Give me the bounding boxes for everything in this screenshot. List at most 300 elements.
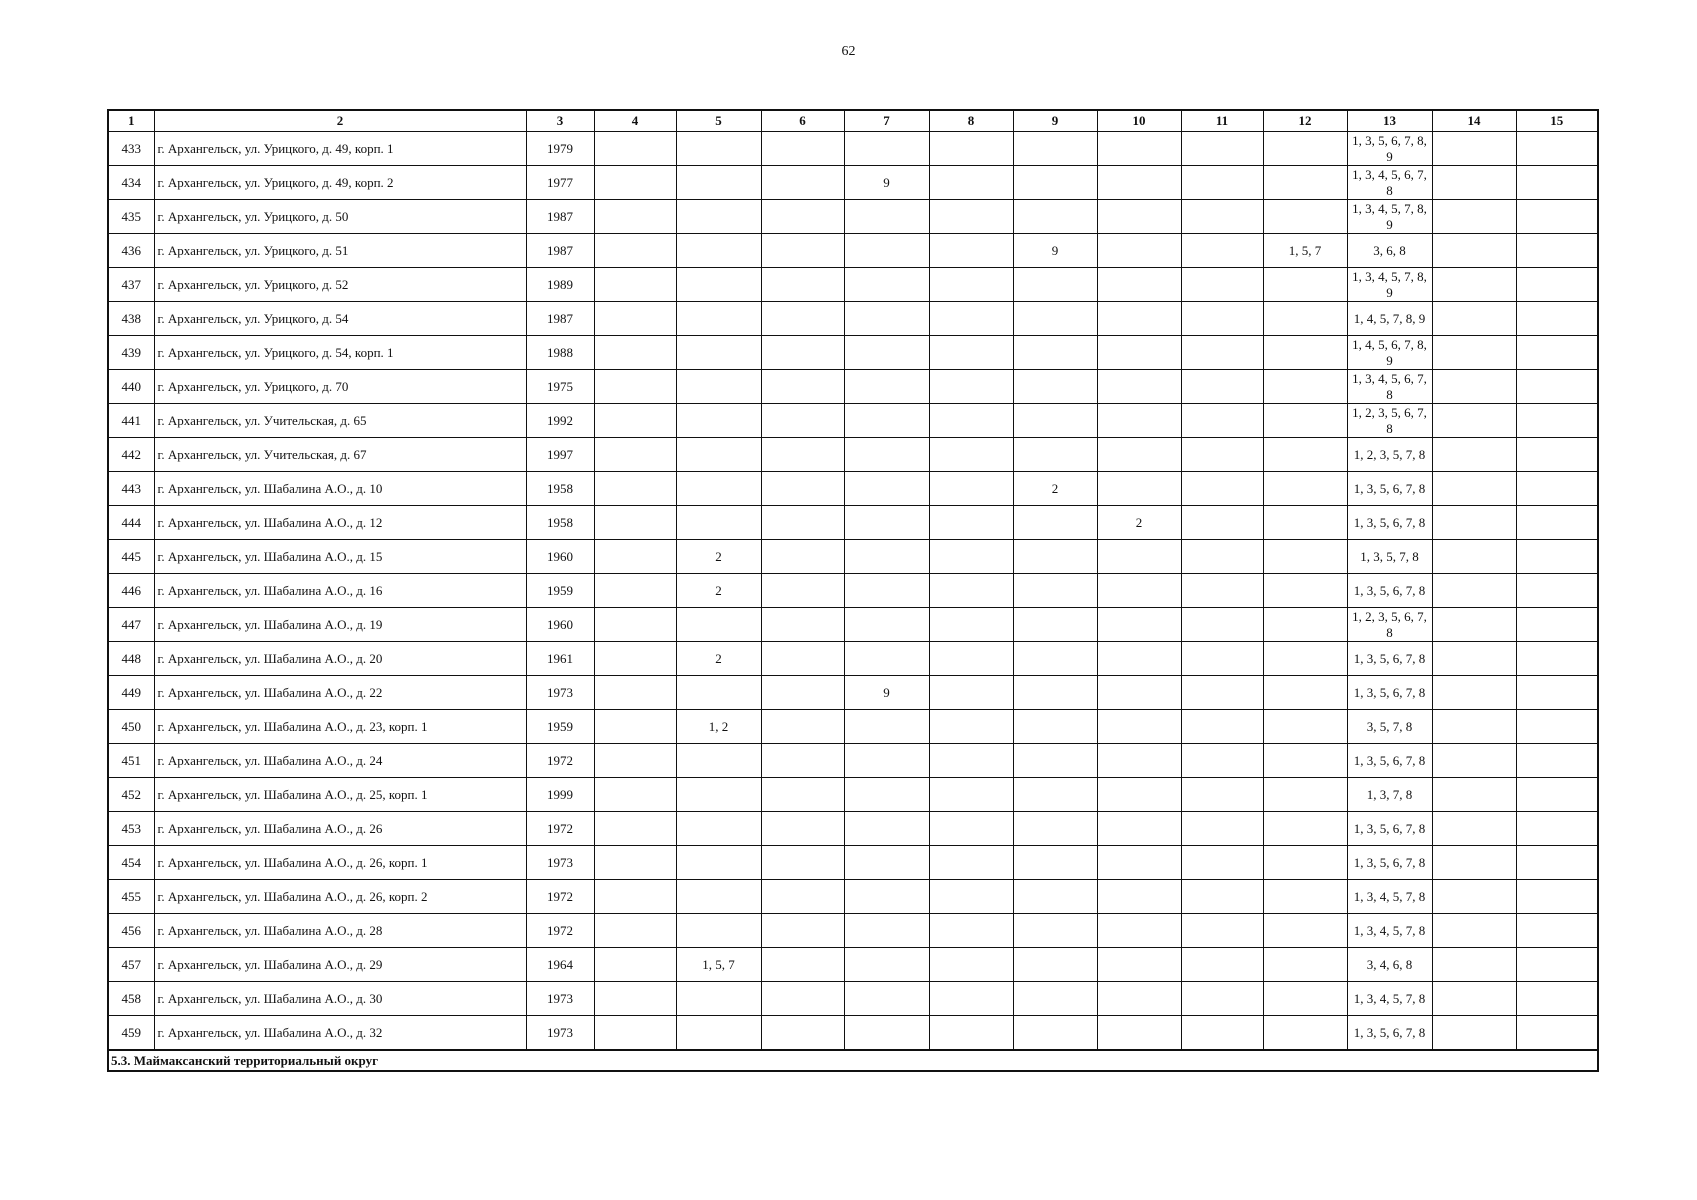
year-cell: 1960: [526, 540, 594, 574]
table-cell: [676, 438, 761, 472]
table-cell: [676, 914, 761, 948]
column-header: 7: [844, 110, 929, 132]
table-cell: [1181, 642, 1263, 676]
table-cell: [1516, 880, 1598, 914]
table-cell: [1263, 302, 1347, 336]
table-cell: [1263, 744, 1347, 778]
table-cell: [1432, 880, 1516, 914]
address-cell: г. Архангельск, ул. Шабалина А.О., д. 19: [154, 608, 526, 642]
table-cell: [676, 846, 761, 880]
table-cell: [761, 540, 844, 574]
year-cell: 1973: [526, 676, 594, 710]
table-cell: [929, 200, 1013, 234]
table-row: [108, 506, 1598, 540]
table-cell: [1516, 370, 1598, 404]
table-cell: [1181, 302, 1263, 336]
address-cell: г. Архангельск, ул. Шабалина А.О., д. 22: [154, 676, 526, 710]
table-cell: [761, 642, 844, 676]
table-cell: [676, 744, 761, 778]
table-cell: [844, 778, 929, 812]
table-cell: [1516, 302, 1598, 336]
table-cell: [761, 982, 844, 1016]
table-cell: [1181, 166, 1263, 200]
table-cell: [1097, 676, 1181, 710]
table-cell: [676, 506, 761, 540]
table-cell: [1516, 676, 1598, 710]
table-cell: [1181, 778, 1263, 812]
table-cell: [1263, 268, 1347, 302]
table-cell: [594, 506, 676, 540]
table-cell: [1013, 1016, 1097, 1051]
table-cell: 1, 3, 5, 6, 7, 8: [1347, 642, 1432, 676]
table-cell: [1181, 948, 1263, 982]
table-cell: [1263, 1016, 1347, 1051]
row-number-cell: 448: [108, 642, 154, 676]
table-cell: [1263, 778, 1347, 812]
table-cell: [1516, 438, 1598, 472]
table-cell: [1263, 948, 1347, 982]
table-cell: 1, 3, 4, 5, 7, 8, 9: [1347, 268, 1432, 302]
table-cell: [594, 268, 676, 302]
address-cell: г. Архангельск, ул. Урицкого, д. 49, корп. 1: [154, 132, 526, 166]
table-cell: [1013, 574, 1097, 608]
table-cell: 9: [844, 166, 929, 200]
address-cell: г. Архангельск, ул. Учительская, д. 65: [154, 404, 526, 438]
table-cell: 1, 3, 5, 6, 7, 8: [1347, 744, 1432, 778]
table-cell: [1097, 268, 1181, 302]
table-cell: [929, 880, 1013, 914]
table-cell: [1181, 812, 1263, 846]
table-cell: 1, 3, 4, 5, 7, 8: [1347, 982, 1432, 1016]
table-cell: [1181, 880, 1263, 914]
table-cell: [761, 404, 844, 438]
table-cell: [1013, 438, 1097, 472]
table-row: [108, 676, 1598, 710]
table-cell: [1181, 676, 1263, 710]
table-cell: [1516, 336, 1598, 370]
table-cell: [1516, 914, 1598, 948]
table-cell: [929, 914, 1013, 948]
address-cell: г. Архангельск, ул. Шабалина А.О., д. 16: [154, 574, 526, 608]
table-cell: [1263, 370, 1347, 404]
table-cell: [1097, 778, 1181, 812]
table-cell: [844, 438, 929, 472]
table-cell: [1097, 846, 1181, 880]
row-number-cell: 446: [108, 574, 154, 608]
table-cell: [1097, 438, 1181, 472]
table-cell: [594, 370, 676, 404]
table-cell: [676, 472, 761, 506]
table-cell: 2: [1013, 472, 1097, 506]
table-cell: 1, 2, 3, 5, 6, 7, 8: [1347, 404, 1432, 438]
row-number-cell: 453: [108, 812, 154, 846]
table-cell: [929, 506, 1013, 540]
table-cell: [1432, 132, 1516, 166]
table-cell: 1, 3, 5, 6, 7, 8: [1347, 1016, 1432, 1051]
table-cell: [929, 846, 1013, 880]
table-row: [108, 336, 1598, 370]
row-number-cell: 437: [108, 268, 154, 302]
row-number-cell: 444: [108, 506, 154, 540]
table-cell: [1432, 302, 1516, 336]
table-cell: [929, 982, 1013, 1016]
table-cell: [1432, 744, 1516, 778]
year-cell: 1989: [526, 268, 594, 302]
table-cell: [1432, 166, 1516, 200]
table-cell: [1516, 268, 1598, 302]
table-cell: [676, 812, 761, 846]
table-cell: [844, 404, 929, 438]
table-cell: [1181, 982, 1263, 1016]
table-row: [108, 268, 1598, 302]
table-cell: [594, 438, 676, 472]
table-cell: [1516, 710, 1598, 744]
table-row: [108, 778, 1598, 812]
table-cell: [676, 370, 761, 404]
table-cell: [676, 608, 761, 642]
table-cell: [761, 812, 844, 846]
table-row: [108, 982, 1598, 1016]
table-cell: [1097, 234, 1181, 268]
address-cell: г. Архангельск, ул. Шабалина А.О., д. 15: [154, 540, 526, 574]
year-cell: 1997: [526, 438, 594, 472]
table-cell: [761, 778, 844, 812]
table-row: [108, 302, 1598, 336]
table-cell: [1263, 880, 1347, 914]
table-cell: [594, 302, 676, 336]
address-cell: г. Архангельск, ул. Урицкого, д. 49, корп. 2: [154, 166, 526, 200]
table-row: [108, 880, 1598, 914]
address-cell: г. Архангельск, ул. Шабалина А.О., д. 25, корп. 1: [154, 778, 526, 812]
table-cell: [1013, 948, 1097, 982]
table-cell: [1263, 812, 1347, 846]
table-cell: [1097, 914, 1181, 948]
table-cell: [1181, 234, 1263, 268]
table-cell: [844, 268, 929, 302]
row-number-cell: 454: [108, 846, 154, 880]
table-cell: [1181, 608, 1263, 642]
table-cell: [1432, 472, 1516, 506]
table-cell: [844, 710, 929, 744]
table-cell: [594, 574, 676, 608]
table-cell: 1, 3, 5, 6, 7, 8, 9: [1347, 132, 1432, 166]
table-cell: [844, 642, 929, 676]
year-cell: 1987: [526, 302, 594, 336]
table-cell: [676, 336, 761, 370]
table-cell: [1181, 846, 1263, 880]
table-cell: 1, 2, 3, 5, 6, 7, 8: [1347, 608, 1432, 642]
table-cell: [1516, 608, 1598, 642]
year-cell: 1958: [526, 472, 594, 506]
table-cell: [1181, 540, 1263, 574]
table-cell: [1516, 1016, 1598, 1051]
table-cell: [1432, 710, 1516, 744]
row-number-cell: 459: [108, 1016, 154, 1051]
table-cell: [594, 846, 676, 880]
table-cell: [929, 744, 1013, 778]
address-cell: г. Архангельск, ул. Шабалина А.О., д. 26, корп. 1: [154, 846, 526, 880]
table-cell: [594, 1016, 676, 1051]
table-cell: [1516, 540, 1598, 574]
address-cell: г. Архангельск, ул. Шабалина А.О., д. 26: [154, 812, 526, 846]
table-cell: [844, 608, 929, 642]
table-cell: [761, 438, 844, 472]
table-cell: [1432, 506, 1516, 540]
table-cell: [761, 880, 844, 914]
table-cell: [844, 506, 929, 540]
column-header: 1: [108, 110, 154, 132]
table-cell: [761, 302, 844, 336]
table-cell: [761, 268, 844, 302]
table-cell: 1, 3, 4, 5, 7, 8: [1347, 914, 1432, 948]
table-cell: [761, 914, 844, 948]
table-cell: [1097, 472, 1181, 506]
table-cell: [1432, 914, 1516, 948]
address-cell: г. Архангельск, ул. Урицкого, д. 51: [154, 234, 526, 268]
table-cell: [594, 608, 676, 642]
table-cell: [1516, 234, 1598, 268]
table-cell: [1013, 914, 1097, 948]
table-cell: [594, 778, 676, 812]
column-header: 14: [1432, 110, 1516, 132]
table-cell: 1, 3, 5, 7, 8: [1347, 540, 1432, 574]
table-cell: [844, 846, 929, 880]
column-header: 2: [154, 110, 526, 132]
table-cell: 1, 3, 5, 6, 7, 8: [1347, 846, 1432, 880]
table-cell: [594, 472, 676, 506]
table-row: [108, 642, 1598, 676]
table-cell: [1181, 132, 1263, 166]
table-cell: [1097, 200, 1181, 234]
table-cell: [594, 948, 676, 982]
table-cell: [1432, 778, 1516, 812]
table-cell: 1, 3, 5, 6, 7, 8: [1347, 472, 1432, 506]
table-cell: [844, 132, 929, 166]
row-number-cell: 440: [108, 370, 154, 404]
table-row: [108, 948, 1598, 982]
table-cell: [1516, 574, 1598, 608]
table-cell: [1516, 948, 1598, 982]
table-cell: [761, 234, 844, 268]
table-cell: [929, 948, 1013, 982]
table-cell: [1432, 336, 1516, 370]
table-cell: [594, 404, 676, 438]
table-cell: [761, 166, 844, 200]
table-cell: [1432, 268, 1516, 302]
table-cell: [1432, 676, 1516, 710]
table-cell: [844, 336, 929, 370]
address-cell: г. Архангельск, ул. Урицкого, д. 52: [154, 268, 526, 302]
year-cell: 1964: [526, 948, 594, 982]
address-cell: г. Архангельск, ул. Шабалина А.О., д. 26, корп. 2: [154, 880, 526, 914]
column-header: 13: [1347, 110, 1432, 132]
table-cell: [761, 744, 844, 778]
table-cell: [929, 472, 1013, 506]
table-cell: 1, 3, 4, 5, 6, 7, 8: [1347, 370, 1432, 404]
table-cell: [1263, 914, 1347, 948]
year-cell: 1959: [526, 710, 594, 744]
table-cell: [1432, 1016, 1516, 1051]
table-cell: [929, 404, 1013, 438]
table-cell: [1013, 710, 1097, 744]
table-cell: [1516, 472, 1598, 506]
table-cell: 9: [1013, 234, 1097, 268]
table-cell: 1, 3, 5, 6, 7, 8: [1347, 506, 1432, 540]
table-cell: [1181, 200, 1263, 234]
table-row: [108, 812, 1598, 846]
table-cell: [1432, 608, 1516, 642]
table-cell: [1181, 914, 1263, 948]
column-header: 6: [761, 110, 844, 132]
table-cell: [929, 812, 1013, 846]
table-cell: [1432, 846, 1516, 880]
table-cell: [1013, 846, 1097, 880]
table-cell: 1, 5, 7: [1263, 234, 1347, 268]
table-cell: [594, 744, 676, 778]
table-cell: [1181, 472, 1263, 506]
table-cell: [1097, 404, 1181, 438]
table-cell: 2: [676, 540, 761, 574]
table-cell: [1263, 676, 1347, 710]
table-cell: [594, 710, 676, 744]
table-cell: [761, 370, 844, 404]
year-cell: 1987: [526, 200, 594, 234]
table-cell: [1432, 404, 1516, 438]
table-cell: [1263, 336, 1347, 370]
address-cell: г. Архангельск, ул. Шабалина А.О., д. 23, корп. 1: [154, 710, 526, 744]
row-number-cell: 434: [108, 166, 154, 200]
table-cell: 1, 4, 5, 6, 7, 8, 9: [1347, 336, 1432, 370]
table-row: [108, 744, 1598, 778]
column-header: 4: [594, 110, 676, 132]
row-number-cell: 438: [108, 302, 154, 336]
table-cell: [844, 914, 929, 948]
table-cell: [1097, 166, 1181, 200]
table-cell: [761, 200, 844, 234]
table-cell: [1013, 982, 1097, 1016]
address-cell: г. Архангельск, ул. Урицкого, д. 70: [154, 370, 526, 404]
table-cell: [929, 574, 1013, 608]
row-number-cell: 451: [108, 744, 154, 778]
table-cell: [1432, 574, 1516, 608]
table-cell: [1013, 200, 1097, 234]
table-row: [108, 914, 1598, 948]
table-cell: [594, 880, 676, 914]
year-cell: 1975: [526, 370, 594, 404]
table-cell: [1013, 132, 1097, 166]
table-cell: [929, 710, 1013, 744]
address-cell: г. Архангельск, ул. Шабалина А.О., д. 29: [154, 948, 526, 982]
table-cell: [929, 132, 1013, 166]
registry-table: [107, 109, 1599, 1072]
page-number: 62: [841, 44, 856, 59]
section-heading: 5.3. Маймаксанский территориальный округ: [108, 1050, 1598, 1071]
table-cell: [594, 540, 676, 574]
table-cell: [761, 846, 844, 880]
table-cell: [1181, 404, 1263, 438]
table-cell: [1013, 506, 1097, 540]
table-cell: [594, 166, 676, 200]
year-cell: 1988: [526, 336, 594, 370]
table-cell: [1516, 132, 1598, 166]
table-cell: [1013, 744, 1097, 778]
table-cell: [1097, 744, 1181, 778]
table-cell: [929, 676, 1013, 710]
year-cell: 1973: [526, 982, 594, 1016]
table-cell: [844, 200, 929, 234]
table-cell: [1097, 982, 1181, 1016]
table-cell: [929, 302, 1013, 336]
year-cell: 1972: [526, 812, 594, 846]
table-cell: 1, 3, 4, 5, 7, 8: [1347, 880, 1432, 914]
table-cell: [676, 234, 761, 268]
table-cell: [1013, 336, 1097, 370]
table-cell: [1263, 982, 1347, 1016]
table-cell: [1013, 608, 1097, 642]
table-cell: [1432, 200, 1516, 234]
table-cell: [844, 234, 929, 268]
table-cell: [929, 370, 1013, 404]
table-cell: [1013, 370, 1097, 404]
table-cell: [676, 880, 761, 914]
table-cell: [1432, 438, 1516, 472]
table-cell: [1013, 812, 1097, 846]
table-cell: [844, 982, 929, 1016]
table-cell: [761, 472, 844, 506]
table-row: [108, 608, 1598, 642]
table-cell: 2: [1097, 506, 1181, 540]
row-number-cell: 443: [108, 472, 154, 506]
year-cell: 1992: [526, 404, 594, 438]
year-cell: 1972: [526, 914, 594, 948]
table-cell: [761, 948, 844, 982]
table-cell: [1432, 642, 1516, 676]
table-cell: [929, 166, 1013, 200]
table-cell: 3, 6, 8: [1347, 234, 1432, 268]
table-cell: 1, 3, 7, 8: [1347, 778, 1432, 812]
table-cell: [1516, 744, 1598, 778]
table-cell: [1097, 370, 1181, 404]
table-cell: [1263, 404, 1347, 438]
table-cell: [1181, 744, 1263, 778]
table-cell: [1097, 540, 1181, 574]
table-cell: [1432, 948, 1516, 982]
table-row: [108, 1016, 1598, 1051]
table-row: [108, 166, 1598, 200]
table-cell: [1516, 982, 1598, 1016]
table-cell: 1, 3, 5, 6, 7, 8: [1347, 676, 1432, 710]
column-header: 9: [1013, 110, 1097, 132]
row-number-cell: 458: [108, 982, 154, 1016]
table-row: [108, 234, 1598, 268]
table-cell: [844, 574, 929, 608]
table-cell: 1, 5, 7: [676, 948, 761, 982]
table-cell: [594, 336, 676, 370]
table-cell: [1263, 438, 1347, 472]
table-cell: [1432, 982, 1516, 1016]
table-row: [108, 438, 1598, 472]
table-cell: [1013, 676, 1097, 710]
table-cell: [761, 676, 844, 710]
table-cell: [1097, 608, 1181, 642]
table-cell: [1013, 404, 1097, 438]
table-cell: [1181, 506, 1263, 540]
table-cell: [1516, 642, 1598, 676]
table-cell: [761, 336, 844, 370]
section-heading-row: [108, 1050, 1598, 1071]
table-cell: 1, 3, 4, 5, 7, 8, 9: [1347, 200, 1432, 234]
row-number-cell: 457: [108, 948, 154, 982]
